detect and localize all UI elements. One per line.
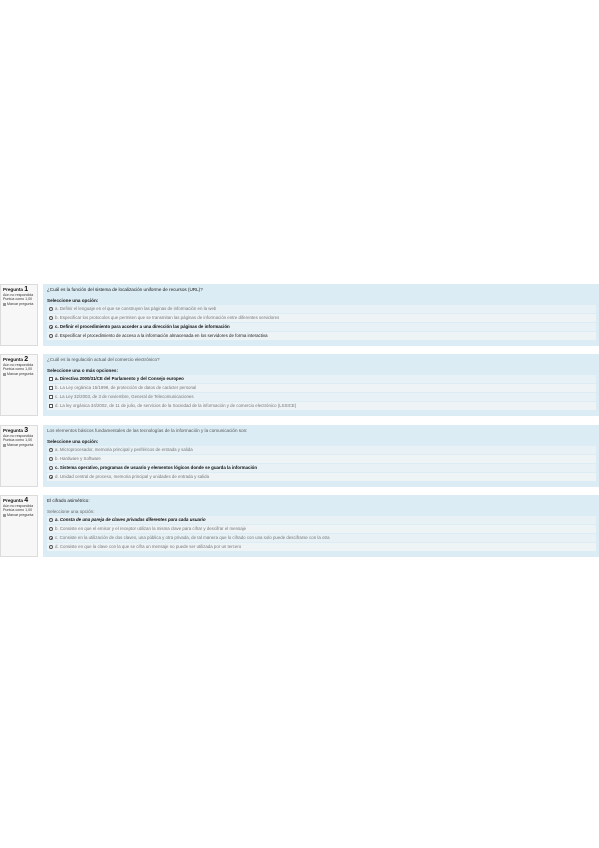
- question-number: 1: [24, 286, 29, 293]
- answer-option[interactable]: [47, 534, 596, 542]
- flag-question-button[interactable]: [3, 513, 35, 517]
- flag-icon: [3, 373, 6, 376]
- flag-question-button[interactable]: [3, 443, 35, 447]
- question-score: Puntúa como 1,00: [3, 508, 33, 513]
- option-label: d. Unidad central de proceso, memoria principal y unidades de entrada y salida: [55, 474, 210, 480]
- question-text: El cifrado asimétrico:: [47, 498, 90, 503]
- question-label: Pregunta: [3, 428, 23, 433]
- flag-label: Marcar pregunta: [7, 513, 34, 518]
- option-label: b. Especificar los protocolos que permiten que se transmitan las páginas de información entre diferentes servidores: [55, 315, 280, 321]
- answer-prompt: Seleccione una opción:: [47, 439, 99, 445]
- radio-button[interactable]: [49, 334, 53, 338]
- question-status: Aún no respondida: [3, 293, 34, 297]
- question-status: Aún no respondida: [3, 434, 34, 438]
- question-number: 4: [24, 497, 29, 504]
- question-3: [0, 425, 599, 487]
- radio-button[interactable]: [49, 545, 53, 549]
- option-label: c. Sistema operativo, programas de usuario y elementos lógicos donde se guarda la información: [55, 465, 258, 471]
- question-number: 2: [24, 356, 29, 363]
- flag-label: Marcar pregunta: [7, 443, 34, 448]
- answer-option[interactable]: [47, 455, 596, 463]
- option-label: b. Consiste en que el emisor y el receptor utilizan la misma clave para cifrar y descifrar el mensaje: [55, 526, 247, 532]
- question-score: Puntúa como 1,00: [3, 297, 33, 302]
- question-info: [0, 425, 38, 487]
- radio-button[interactable]: [49, 307, 53, 311]
- option-label: d. Consiste en que la clave con la que se cifra un mensaje no puede ser utilizada por un tercero: [55, 544, 242, 550]
- question-label: Pregunta: [3, 287, 23, 292]
- flag-icon: [3, 303, 6, 306]
- answer-option[interactable]: [47, 393, 596, 401]
- answer-option[interactable]: [47, 402, 596, 410]
- radio-button[interactable]: [49, 536, 53, 540]
- answer-option[interactable]: [47, 332, 596, 340]
- option-label: d. Especificar el procedimiento de acceso a la información almacenada en los servidores de forma interactiva: [55, 333, 268, 339]
- radio-button[interactable]: [49, 316, 53, 320]
- question-status: Aún no respondida: [3, 504, 34, 508]
- option-label: d. La ley orgánica 34/2002, de 11 de julio, de servicios de la Sociedad de la información y de comercio electrónico (LSSICE): [55, 403, 297, 409]
- checkbox[interactable]: [49, 395, 53, 399]
- flag-question-button[interactable]: [3, 302, 35, 306]
- radio-button[interactable]: [49, 518, 53, 522]
- option-label: b. Hardware y Software: [55, 456, 101, 462]
- option-label: a. Directiva 2000/31/CE del Parlamento y del Consejo europeo: [55, 376, 184, 382]
- answer-option[interactable]: [47, 305, 596, 313]
- question-body: [43, 425, 599, 487]
- question-body: [43, 495, 599, 557]
- option-label: a. Consta de una pareja de claves privadas diferentes para cada usuario: [55, 517, 206, 523]
- question-status: Aún no respondida: [3, 363, 34, 367]
- answer-option[interactable]: [47, 473, 596, 481]
- question-content: [43, 495, 599, 557]
- question-number: 3: [24, 427, 29, 434]
- answer-prompt: Seleccione una opción:: [47, 509, 95, 515]
- question-score: Puntúa como 1,00: [3, 367, 33, 372]
- answer-option[interactable]: [47, 375, 596, 383]
- option-label: b. La Ley orgánica 15/1999, de protección de datos de carácter personal: [55, 385, 197, 391]
- answer-option[interactable]: [47, 516, 596, 524]
- answer-option[interactable]: [47, 543, 596, 551]
- radio-button[interactable]: [49, 527, 53, 531]
- question-body: [43, 354, 599, 416]
- radio-button[interactable]: [49, 448, 53, 452]
- checkbox[interactable]: [49, 404, 53, 408]
- checkbox[interactable]: [49, 377, 53, 381]
- answer-option[interactable]: [47, 314, 596, 322]
- flag-label: Marcar pregunta: [7, 372, 34, 377]
- answer-option[interactable]: [47, 525, 596, 533]
- question-label: Pregunta: [3, 357, 23, 362]
- question-content: [43, 425, 599, 487]
- option-label: c. Consiste en la utilización de dos claves, una pública y otra privada, de tal manera que lo cifrado con una solo puede descifrarse con la otra: [55, 535, 330, 541]
- question-score: Puntúa como 1,00: [3, 438, 33, 443]
- question-content: [43, 284, 599, 346]
- question-body: [43, 284, 599, 346]
- question-info: [0, 495, 38, 557]
- answer-prompt: Seleccione una o más opciones:: [47, 368, 118, 374]
- question-content: [43, 354, 599, 416]
- option-label: a. Definir el lenguaje en el que se construyen las páginas de información en la web: [55, 306, 217, 312]
- answer-option[interactable]: [47, 464, 596, 472]
- checkbox[interactable]: [49, 386, 53, 390]
- flag-icon: [3, 444, 6, 447]
- question-text: ¿Cuál es la regulación actual del comercio electrónico?: [47, 357, 160, 362]
- answer-option[interactable]: [47, 323, 596, 331]
- flag-icon: [3, 514, 6, 517]
- option-label: a. Microprocesador, memoria principal y periféricos de entrada y salida: [55, 447, 193, 453]
- answer-prompt: Seleccione una opción:: [47, 298, 99, 304]
- question-1: [0, 284, 599, 346]
- question-info: [0, 284, 38, 346]
- question-4: [0, 495, 599, 557]
- flag-question-button[interactable]: [3, 372, 35, 376]
- radio-button[interactable]: [49, 457, 53, 461]
- question-info: [0, 354, 38, 416]
- question-label: Pregunta: [3, 498, 23, 503]
- question-text: ¿Cuál es la función del sistema de localización uniforme de recursos (URL)?: [47, 287, 203, 292]
- option-label: c. La Ley 32/2003, de 3 de noviembre, General de Telecomunicaciones: [55, 394, 194, 400]
- radio-button[interactable]: [49, 475, 53, 479]
- question-text: Los elementos básicos fundamentales de las tecnologías de la información y la comunicación son:: [47, 428, 248, 433]
- flag-label: Marcar pregunta: [7, 302, 34, 307]
- answer-option[interactable]: [47, 384, 596, 392]
- radio-button[interactable]: [49, 466, 53, 470]
- radio-button[interactable]: [49, 325, 53, 329]
- question-2: [0, 354, 599, 416]
- option-label: c. Definir el procedimiento para acceder a una dirección las páginas de información: [55, 324, 230, 330]
- answer-option[interactable]: [47, 446, 596, 454]
